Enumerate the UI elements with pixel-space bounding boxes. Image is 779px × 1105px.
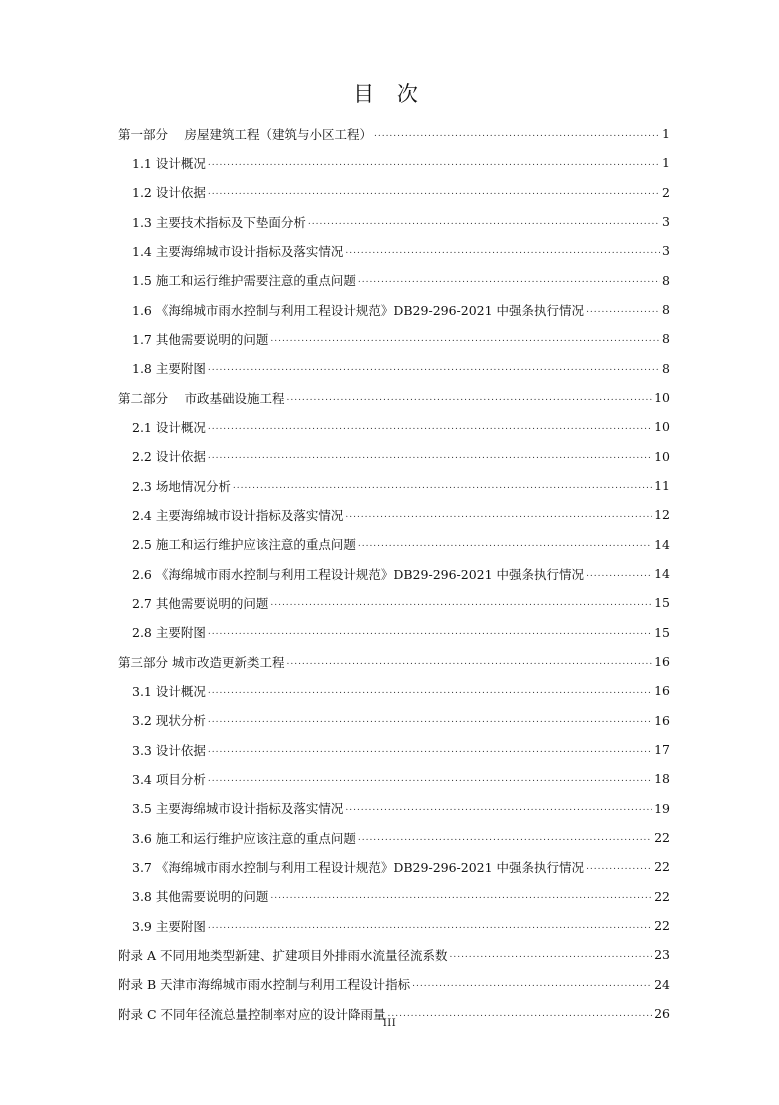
dot-leader <box>208 745 652 755</box>
toc-entry-label: 第三部分 城市改造更新类工程 <box>118 654 285 670</box>
toc-entry-label: 1.8 主要附图 <box>132 361 206 377</box>
toc-entry-page: 15 <box>654 624 670 640</box>
dot-leader <box>208 187 660 197</box>
toc-entry-page: 12 <box>654 507 670 523</box>
toc-entry[interactable] <box>118 354 670 383</box>
toc-entry[interactable] <box>118 119 670 148</box>
dot-leader <box>345 246 660 256</box>
toc-entry-label: 3.3 设计依据 <box>132 742 206 758</box>
dot-leader <box>374 129 660 139</box>
dot-leader <box>358 539 652 549</box>
toc-entry-label: 2.7 其他需要说明的问题 <box>132 595 269 611</box>
toc-entry[interactable] <box>118 266 670 295</box>
dot-leader <box>388 1009 653 1019</box>
toc-entry-page: 10 <box>654 390 670 406</box>
dot-leader <box>586 569 652 579</box>
toc-entry-label: 2.8 主要附图 <box>132 625 206 641</box>
toc-entry[interactable] <box>118 911 670 940</box>
toc-entry-label: 3.1 设计概况 <box>132 683 206 699</box>
toc-entry-page: 10 <box>654 448 670 464</box>
toc-entry[interactable] <box>118 442 670 471</box>
table-of-contents <box>118 119 670 1028</box>
dot-leader <box>358 833 652 843</box>
toc-entry-page: 14 <box>654 536 670 552</box>
toc-entry-page: 24 <box>654 976 670 992</box>
toc-entry-page: 16 <box>654 654 670 670</box>
toc-entry-label: 2.4 主要海绵城市设计指标及落实情况 <box>132 507 344 523</box>
toc-entry-page: 22 <box>654 830 670 846</box>
dot-leader <box>345 510 652 520</box>
dot-leader <box>208 158 660 168</box>
toc-entry[interactable] <box>118 706 670 735</box>
toc-entry-page: 14 <box>654 566 670 582</box>
dot-leader <box>449 950 652 960</box>
toc-entry-page: 23 <box>654 947 670 963</box>
toc-entry-label: 2.1 设计概况 <box>132 419 206 435</box>
toc-entry-page: 22 <box>654 918 670 934</box>
dot-leader <box>345 803 652 813</box>
toc-entry-page: 3 <box>662 243 670 259</box>
toc-entry[interactable] <box>118 471 670 500</box>
toc-entry[interactable] <box>118 852 670 881</box>
toc-entry[interactable] <box>118 735 670 764</box>
dot-leader <box>586 862 652 872</box>
toc-entry-label: 1.1 设计概况 <box>132 155 206 171</box>
toc-entry-label: 附录 B 天津市海绵城市雨水控制与利用工程设计指标 <box>118 977 411 993</box>
toc-entry-label: 第二部分 市政基础设施工程 <box>118 390 285 406</box>
toc-entry[interactable] <box>118 970 670 999</box>
toc-entry-label: 3.7 《海绵城市雨水控制与利用工程设计规范》DB29-296-2021 中强条执行情况 <box>132 859 585 875</box>
toc-entry-label: 3.6 施工和运行维护应该注意的重点问题 <box>132 830 356 846</box>
toc-entry-page: 3 <box>662 214 670 230</box>
toc-entry-label: 2.3 场地情况分析 <box>132 478 231 494</box>
toc-entry[interactable] <box>118 823 670 852</box>
toc-entry-label: 附录 C 不同年径流总量控制率对应的设计降雨量 <box>118 1006 386 1022</box>
toc-entry-page: 8 <box>662 360 670 376</box>
toc-entry[interactable] <box>118 794 670 823</box>
toc-entry-page: 16 <box>654 712 670 728</box>
toc-entry[interactable] <box>118 676 670 705</box>
toc-entry-label: 附录 A 不同用地类型新建、扩建项目外排雨水流量径流系数 <box>118 947 448 963</box>
toc-entry-label: 1.2 设计依据 <box>132 185 206 201</box>
toc-entry-label: 3.4 项目分析 <box>132 771 206 787</box>
dot-leader <box>586 305 660 315</box>
dot-leader <box>270 891 652 901</box>
toc-entry-label: 第一部分 房屋建筑工程（建筑与小区工程） <box>118 126 372 142</box>
toc-entry-page: 26 <box>654 1006 670 1021</box>
toc-entry[interactable] <box>118 148 670 177</box>
toc-entry[interactable] <box>118 882 670 911</box>
toc-entry-label: 3.9 主要附图 <box>132 918 206 934</box>
toc-entry[interactable] <box>118 236 670 265</box>
toc-entry-label: 1.7 其他需要说明的问题 <box>132 331 269 347</box>
toc-entry-page: 8 <box>662 272 670 288</box>
toc-entry[interactable] <box>118 295 670 324</box>
toc-entry-page: 22 <box>654 888 670 904</box>
toc-entry-label: 2.2 设计依据 <box>132 449 206 465</box>
toc-entry-page: 22 <box>654 859 670 875</box>
toc-entry[interactable] <box>118 530 670 559</box>
toc-entry[interactable] <box>118 559 670 588</box>
toc-entry[interactable] <box>118 764 670 793</box>
toc-entry-page: 10 <box>654 419 670 435</box>
dot-leader <box>208 363 660 373</box>
toc-entry[interactable] <box>118 324 670 353</box>
dot-leader <box>208 686 652 696</box>
toc-entry-label: 1.3 主要技术指标及下垫面分析 <box>132 214 306 230</box>
dot-leader <box>308 217 660 227</box>
dot-leader <box>208 715 652 725</box>
toc-entry[interactable] <box>118 588 670 617</box>
toc-entry[interactable] <box>118 178 670 207</box>
toc-entry-page: 1 <box>662 126 670 142</box>
dot-leader <box>270 334 660 344</box>
toc-entry-page: 16 <box>654 683 670 699</box>
toc-entry[interactable] <box>118 207 670 236</box>
toc-entry[interactable] <box>118 500 670 529</box>
toc-entry[interactable] <box>118 412 670 441</box>
toc-entry-page: 1 <box>662 155 670 171</box>
toc-entry[interactable] <box>118 940 670 969</box>
dot-leader <box>208 451 652 461</box>
dot-leader <box>208 627 652 637</box>
toc-entry[interactable] <box>118 383 670 412</box>
toc-entry-label: 3.8 其他需要说明的问题 <box>132 889 269 905</box>
dot-leader <box>233 481 652 491</box>
dot-leader <box>270 598 652 608</box>
dot-leader <box>358 275 660 285</box>
page-number: III <box>382 1018 397 1029</box>
toc-entry-page: 18 <box>654 771 670 787</box>
toc-title: 目 次 <box>353 82 426 106</box>
toc-entry-page: 19 <box>654 800 670 816</box>
dot-leader <box>286 393 652 403</box>
toc-entry-label: 1.5 施工和运行维护需要注意的重点问题 <box>132 273 356 289</box>
toc-entry-page: 17 <box>654 742 670 758</box>
dot-leader <box>208 921 652 931</box>
toc-entry-label: 2.5 施工和运行维护应该注意的重点问题 <box>132 537 356 553</box>
dot-leader <box>412 979 652 989</box>
toc-entry-page: 8 <box>662 331 670 347</box>
toc-entry-page: 2 <box>662 184 670 200</box>
toc-entry-label: 2.6 《海绵城市雨水控制与利用工程设计规范》DB29-296-2021 中强条执行情况 <box>132 566 585 582</box>
toc-entry[interactable] <box>118 647 670 676</box>
toc-entry-page: 15 <box>654 595 670 611</box>
dot-leader <box>208 422 652 432</box>
toc-entry-label: 3.5 主要海绵城市设计指标及落实情况 <box>132 801 344 817</box>
toc-entry-label: 1.6 《海绵城市雨水控制与利用工程设计规范》DB29-296-2021 中强条执行情况 <box>132 302 585 318</box>
toc-entry-label: 1.4 主要海绵城市设计指标及落实情况 <box>132 243 344 259</box>
toc-entry[interactable] <box>118 618 670 647</box>
toc-entry-page: 8 <box>662 302 670 318</box>
dot-leader <box>286 657 652 667</box>
toc-entry-label: 3.2 现状分析 <box>132 713 206 729</box>
toc-entry-page: 11 <box>654 478 670 494</box>
dot-leader <box>208 774 652 784</box>
